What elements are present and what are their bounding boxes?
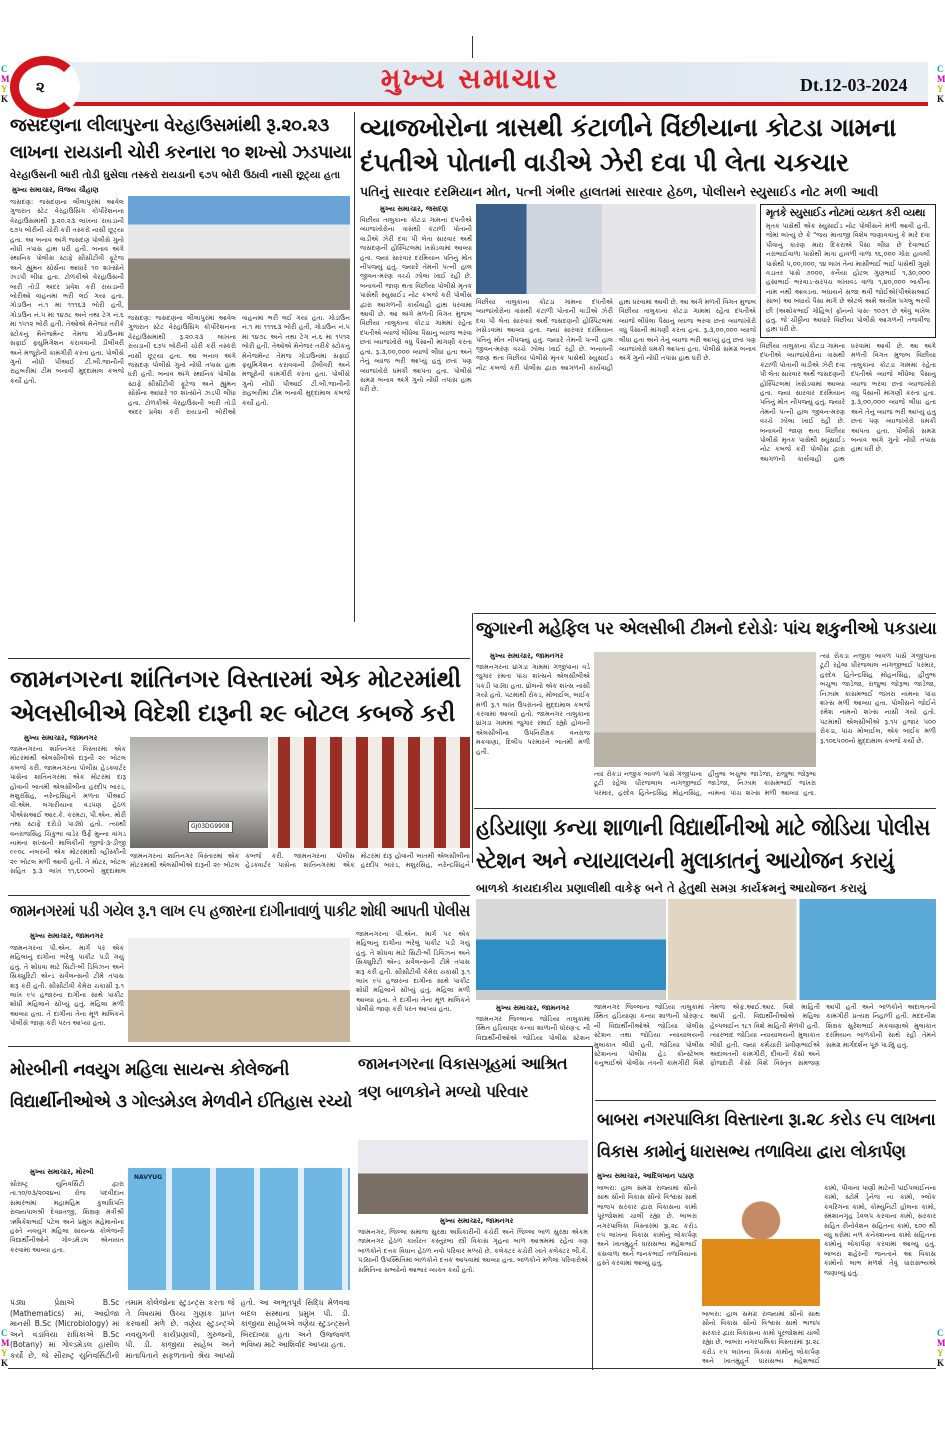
jugar-photo [594, 652, 816, 767]
suicide-note-headline: મૃતકે સ્યુસાઈડ નોટમાં વ્યકત કરી વ્યથા [766, 207, 925, 219]
hadiyana-body-col2: જામનગર જિલ્લાના જોડિયા તાલુકામાં સ્થિત હડિયાણા કન્યા શાળાની ધોરણ-૮ ની વિદ્યાર્થીનીઓએ જોડિયા પોલીસ સ્ટેશન તથા જોડિયા ન્યાયાલયની મુલાકાત લીધી હતી. જોડિયા પોલીસ સ્ટેશનના પોલીસ હેડ કોન્સ્ટેબલ કનુભાઈએ પોલીસ તંત્રની કામગીરી વિશે તેમજ એફ.આઈ.આર. વિશે માહિતી આપી હતી. વિદ્યાર્થીનીઓએ મહિલા હેલ્પલાઈન ૧૮૧ વિશે માહિતી મેળવી હતી. ત્યારબાદ જોડિયા ન્યાયાલયની મુલાકાત લીધી હતી. જ્યાં કર્મચારી પ્રવીણભાઈએ અદાલતની કામગીરી, દીવાની કેસો અને ફોજદારી કેસો વિશે વિસ્તૃત સમજણ આપી હતી અને બાળકોને અદાલતની કામગીરી પ્રત્યક્ષ નિહાળી હતી. મદદનીશ શિક્ષક સુરેશભાઈ મકવાણાએ મુલાકાત દરમિયાન બાળકોની સાથે રહી તેમને સમગ્ર માર્ગદર્શન પૂરું પાડ્યું હતું. [594, 1003, 936, 1068]
kotda-headline: વ્યાજખોરોના ત્રાસથી કંટાળીને વિંછીયાના કોટડા ગામના દંપતીએ પોતાની વાડીએ ઝેરી દવા પી લેતા ચકચાર [360, 113, 896, 177]
morbi-byline: મુખ્ય સમાચાર, મોરબી [30, 1168, 94, 1176]
liquor-body-col2: જામનગરના શાંતિનગર વિસ્તારમાં એક મોટરમાંથી એલસીબીએ દારૂની ૨૯ બોટલ કબજે કરી. જામનગરના પોલીસ હેડક્વાર્ટર પાસેના શાંતિનગરમાં એક મોટરમાં દારૂ હોવાની બાતમી એલસીબીના હરદીપ બારડ, મશુરસિંહ, નરેન્દ્રસિંહને [130, 852, 470, 870]
hadiyana-headline: હડિયાણા કન્યા શાળાની વિદ્યાર્થીનીઓ માટે જોડિયા પોલીસ સ્ટેશન અને ન્યાયાલયની મુલાકાતનું આયોજન કરાયું [476, 815, 930, 874]
liquor-body-col1: જામનગરના શાંતિનગર વિસ્તારમાં એક મોટરમાંથી એલસીબીએ દારૂની ૨૯ બોટલ કબજે કરી. જામનગરના પોલીસ હેડક્વાર્ટર પાસેના શાંતિનગરમાં એક મોટરમાં દારૂ હોવાની બાતમી એલસીબીના હરદીપ બારડ, મશુરસિંહ, નરેન્દ્રસિંહને મળતા પીઆઈ વી.એમ. લગારીયાના વડપણ હેઠળ પીએસઆઈ આર.કે. કરમટા, પી.એન. મોરી તથા સ્ટાફે દરોડો પાડ્યો હતો. ત્યાંથી વનરાજસિંહ ચિકુભા વાડેર ઉર્ફે મુન્ના વાંગડ નામના શખ્સની માલિકીની જીજે-૩-ડીજી ૯૯૦૮ નંબરની એક મોટરમાંથી વ્હીસ્કીની ૨૯ બોટલ મળી આવી હતી. તે મોટર, બોટલ સહિત રૂ.૩ લાખ ૧૧,૬૦૦નો મુદ્દામાલ [10, 745, 126, 876]
vikasgruh-photo [358, 1140, 588, 1214]
cmyk-marks-bottom-left [1, 1328, 10, 1368]
section-rule [474, 808, 936, 809]
wallet-headline: જામનગરમાં પડી ગયેલ રૂ.૧ લાખ ૯૫ હજારના દાગીનાવાળું પાકીટ શોધી આપતી પોલીસ [10, 901, 470, 920]
vikasgruh-headline: જામનગરના વિકાસગૃહમાં આશ્રિત ત્રણ બાળકોને મળ્યો પરિવાર [358, 1054, 568, 1101]
page-number: ૨ [36, 78, 45, 96]
cmyk-m: M [937, 74, 945, 84]
cmyk-marks-bottom-right [937, 1328, 945, 1368]
wallet-body-col2: જામનગરના પી.એન. માર્ગ પર એક મહિલાનું દાગીના ભરેલું પાકીટ પડી ગયું હતું. તે શોધવા માટે સિટી-બી ડિવિઝન અને સિક્યુરિટી એન્ડ સર્વેલન્સની ટીમે તપાસ શરૂ કરી હતી. સીસીટીવી કેમેરા ચકાસી રૂ.૧ લાખ ૯૫ હજારના દાગીના સાથે પાકીટ શોધી મહિલાને સોંપ્યું હતું. મહિલા મળી આવ્યા હતા. તે દાગીના તેના મૂળ માલિકને પોલીસે જાણ કરી પરત આપ્યા હતા. [356, 930, 470, 1014]
cmyk-marks-right [937, 64, 945, 104]
jasdan-photo [128, 196, 350, 310]
wallet-body-col1: જામનગરના પી.એન. માર્ગ પર એક મહિલાનું દાગીના ભરેલું પાકીટ પડી ગયું હતું. તે શોધવા માટે સિટી-બી ડિવિઝન અને સિક્યુરિટી એન્ડ સર્વેલન્સની ટીમે તપાસ શરૂ કરી હતી. સીસીટીવી કેમેરા ચકાસી રૂ.૧ લાખ ૯૫ હજારના દાગીના સાથે પાકીટ શોધી મહિલાને સોંપ્યું હતું. મહિલા મળી આવ્યા હતા. તે દાગીના તેના મૂળ માલિકને પોલીસે જાણ કરી પરત આપ્યા હતા. [10, 944, 124, 1028]
suicide-note-box [760, 204, 936, 338]
babra-body-col2: બાબરા: હાલ સમગ્ર રાજ્યમાં સૌનો સાથ સૌનો વિકાસ સૌનો વિશ્વાસ સાથે ભાજપ સરકાર દ્વારા વિકાસના કામો પૂરજોશમાં ચાલી રહ્યા છે. બાબરા નગરપાલિકા વિસ્તારમાં રૂા.૨૮ કરોડ ૯૫ લાખના વિકાસ કામોનું લોકાર્પણ અને ખાતમુહૂર્ત ધારાસભ્ય મહેશભાઈ [702, 1310, 820, 1366]
jasdan-body-col1: જસદણ: જસદણના લીલાપુરમાં આવેલ ગુજરાત સ્ટેટ વેરહાઉસિંગ કોર્પોરેશનના વેરહાઉસમાંથી રૂ.૨૦.૨૩ લાખના રાયડાની ૬૭૫ બોરીની ચોરી કરી તસ્કરો નાસી છૂટ્યા હતા. આ બનાવ અંગે જસદણ પોલીસે ગુનો નોંધી તપાસ હાથ ધરી હતી. બનાવ અંગે સ્થાનિક પોલીસ સ્ટાફે સીસીટીવી ફૂટેજ અને હ્યુમન સોર્સના આધારે ૧૦ શખ્સોને ઝડપી લીધા હતા. ટોળકીએ વેરહાઉસની બારી તોડી અંદર પ્રવેશ કરી રાયડાની બોરીઓ વાહનમાં ભરી લઈ ગયા હતા. ગોડાઉન નં.૧ માં ૧૧૧૬૩ બોરી હતી, ગોડાઉન નં.૫ માં ૧૪૭૮ અને તથા ટેગ નં.૬ માં ૧૫૧૨ બોરી હતી. તેઓએ મેનેજર તરીકે સ્ટોકનું મેનેજમેન્ટ તેમજ ગોડાઉનમાં સફાઈ ફ્યુમિગેશન કરાવવાની ડીલીવરી અને મજૂરોની કામગીરી કરતા હતા. પોલીસે ગુનો નોંધી પીઆઈ ટી.બી.જાનીની રાહબરીમાં ટીમ બનાવી મુદ્દામાલ કબજે કર્યો હતો. [10, 198, 124, 385]
column-divider [354, 112, 355, 622]
cmyk-c: C [937, 1328, 944, 1338]
hadiyana-byline: મુખ્ય સમાચાર, જામનગર [496, 1004, 570, 1012]
cmyk-k: K [1, 1358, 9, 1368]
cmyk-c: C [937, 64, 944, 74]
babra-body-col1: બાબરા: હાલ સમગ્ર રાજ્યમાં સૌનો સાથ સૌનો વિકાસ સૌનો વિશ્વાસ સાથે ભાજપ સરકાર દ્વારા વિકાસના કામો પૂરજોશમાં ચાલી રહ્યા છે. બાબરા નગરપાલિકા વિસ્તારમાં રૂા.૨૮ કરોડ ૯૫ લાખના વિકાસ કામોનું લોકાર્પણ અને ખાતમુહૂર્ત ધારાસભ્ય મહેશભાઈ કસવાળા અને જનકભાઈ તળાવિયાના હસ્તે કરવામાં આવ્યું હતું. [597, 1184, 697, 1268]
hadiyana-photo-2 [668, 899, 936, 1000]
morbi-body-col1: સૌરાષ્ટ્ર યુનિવર્સિટી દ્વારા તા.૧૦/૦૩/૨૦૨૪ના રોજ પદવીદાન સમારંભમાં મહામહિમ કુલાધિપતિ રાજ્યપાલશ્રી દેવવ્રતજી, શિક્ષણ મંત્રીશ્રી ઋષિકેશભાઈ પટેલ અને પ્રમુખ મહેમાનોના હસ્તે નવયુગ મહિલા સાયન્સ કોલેજની વિદ્યાર્થીનીઓને ગોલ્ડમેડલ એનાયત કરવામાં આવ્યા હતા. [10, 1180, 124, 1254]
suicide-note-body: મૃતક પાસેથી એક સ્યુસાઈડ નોટ પોલીસને મળી આવી હતી. જેમાં લખ્યું છે કે "જય માતાજી વિશેષ જણાવવાનું કે મારે દવા પીવાનું કારણ મારા દિકરાએ પૈસા લીધા છે દેવાભાઈ નરાભાઈવાળા પાસેથી માત્રા હાવળી વાળા ૧૬,૦૦૦ ગોરા હાવલી પાસેથી ૫,૦૦,૦૦૦, ૧૪ લાખ તેના માસીભાઈ ભાઈ પાસેથી ગુણો વડાતર પાસે ૭૦૦૦, કનૈયા હોટલ ગુણભાઈ ૧,૩૦,૦૦૦ હસાભાઈ ભરવાડ-સરપંચ લખાવડ વાળા ૧,૪૦,૦૦૦ બાકીના નામ નથી આવડતા. બધાયને સજા થવી જોઈએ(પીએસઆઈ સાબ) આ બધાયે પૈસા માગે છે એટલે અમે અંતીમ પગલુ ભરવી છી (અશોકભાઈ ગોહિલ) ફોનનો પાસ- ૧૦૭૧ છે એવુ લખેલ હતુ. જે ચીઠ્ઠીના આધારે વિંછીયા પોલીસે આગળની તજવીજ હાથ ધરી છે. [766, 222, 930, 334]
issue-date: Dt.12-03-2024 [800, 75, 908, 95]
jugar-headline: જુગારની મહેફિલ પર એલસીબી ટીમનો દરોડોઃ પાંચ શકુનીઓ પકડાયા [476, 619, 937, 639]
liquor-headline: જામનગરના શાંતિનગર વિસ્તારમાં એક મોટરમાંથી એલસીબીએ વિદેશી દારૂની ૨૯ બોટલ કબજે કરી [10, 665, 461, 727]
section-rule [8, 658, 470, 659]
logo-ring-icon [10, 56, 80, 118]
jasdan-byline: મુખ્ય સમાચાર, વિજય ચૌહાણ [12, 186, 99, 194]
cmyk-k: K [937, 94, 945, 104]
cmyk-m: M [1, 1338, 10, 1348]
section-rule [8, 1046, 593, 1047]
hadiyana-subhead: બાળકો કાયદાકીય પ્રણાલીથી વાકેફ બને તે હેતુથી સમગ્ર કાર્યક્રમનું આયોજન કરાયું [476, 881, 867, 895]
hadiyana-body-col1: જામનગર જિલ્લાના જોડિયા તાલુકામાં સ્થિત હડિયાણા કન્યા શાળાની ધોરણ-૮ ની વિદ્યાર્થીનીઓએ જોડિયા પોલીસ સ્ટેશન [476, 1015, 590, 1042]
register-mark [472, 36, 473, 58]
cmyk-marks-left [1, 64, 10, 104]
vikasgruh-byline: મુખ્ય સમાચાર, જામનગર [440, 1217, 514, 1225]
cmyk-c: C [1, 64, 8, 74]
cmyk-m: M [1, 74, 10, 84]
kotda-body-col1: વિંછીયા તાલુકાના કોટડા ગામના દંપતીએ વ્યાજખોરોના ત્રાસથી કંટાળી પોતાની વાડીએ ઝેરી દવા પી લેતા સારવાર અર્થે જસદણની હોસ્પિટલમાં ખસેડવામાં આવ્યા હતા. જ્યાં સારવાર દરમિયાન પતિનું મોત નીપજ્યું હતું. જ્યારે તેમની પત્ની હાલ જીવન-મરણ વચ્ચે ઝોલા ખાઈ રહી છે. બનાવની જાણ થતા વિંછીયા પોલીસે મૃતક પાસેથી સ્યુસાઈડ નોટ કબજે કરી પોલીસ દ્વારા આગળની કાર્યવાહી હાથ ધરવામાં આવી છે. આ અંગે મળતી વિગત મુજબ વિંછીયા તાલુકાના કોટડા ગામમાં રહેતા દંપતીએ વ્યાજે લીધેલા પૈસાનું વ્યાજ ભરવા છતાં વ્યાજખોરો વધુ પૈસાની માંગણી કરતા હતા. રૂ.૩,૦૦,૦૦૦ વ્યાજે લીધા હતા અને તેનું વ્યાજ ભરી આપ્યું હતું છતાં પણ વ્યાજખોરો ધમકી આપતા હતા. પોલીસે સમગ્ર બનાવ અંગે ગુનો નોંધી તપાસ હાથ ધરી છે. [360, 216, 472, 394]
kotda-byline: મુખ્ય સમાચાર, જસદણ [380, 205, 449, 213]
jugar-body: જામનગરના ધ્રાંગડા ગામમાં ગંજીપાના વડે જુગાર રમતા પાંચ શખ્સને એલસીબીએ પકડી પાડ્યા હતા. ધ્રોલનો એક શખ્સ નાસી ગયો હતો. પટમાંથી રોકડ, મોબાઈલ, બાઈક મળી રૂ.૧ લાખ ઉપરાંતનો મુદ્દામાલ કબજે કરવામાં આવ્યો હતો. જામનગર તાલુકાના ધ્રાંગડા ગામમાં જુગાર રમાઈ રહ્યો હોવાની એલસીબીના ઉપનિરીક્ષક વનરાજ મકવાણા, દિલીપ પરમારને બાતમી મળી હતી. [476, 663, 590, 756]
cmyk-k: K [937, 1358, 945, 1368]
hadiyana-photo-1 [476, 899, 666, 1000]
jasdan-headline: જસદણના લીલાપુરના વેરહાઉસમાંથી રૂ.૨૦.૨૩ લાખના રાયડાની ચોરી કરનારા ૧૦ શખ્સો ઝડપાયા [10, 115, 352, 163]
column-divider [472, 613, 473, 863]
cmyk-m: M [937, 1338, 945, 1348]
liquor-bottles-photo [270, 737, 470, 848]
jugar-body-col3: ત્યાં રોકડા નજીક બાવળ પાસે ગંજીપાના ટૂટી રહેલા ધીરજલાલ નાગજીભાઈ પરમાર, હરદેવ હિતેન્દ્રસિંહ મોહનસિંહ, હીતુભા બચુભા જાડેજા, રાજુભા જોરૂભા જાડેજા, નિઝામ કાસમભાઈ જખરા નામના પાંચ શખ્સ મળી આવ્યા હતા. પોલીસને જોઈને રમેશ નામનો શખ્સ નાસી ગયો હતો. પટમાંથી એલસીબીએ રૂ.૧૫ હજાર ૫૦૦ રોકડા, પાંચ મોબાઈલ, એક બાઈક મળી રૂ.૧૦૬૫૦૦નો મુદ્દામાલ કબજે કર્યો છે. [820, 652, 936, 745]
section-rule [595, 1100, 936, 1101]
morbi-headline: મોરબીની નવયુગ મહિલા સાયન્સ કોલેજની વિદ્યાર્થીનીઓએ ૩ ગોલ્ડમેડલ મેળવીને ઈતિહાસ રચ્યો [10, 1060, 352, 1112]
cmyk-y: Y [1, 1348, 8, 1358]
jasdan-subhead: વેરહાઉસની બારી તોડી ઘુસેલા તસ્કરો રાયડાની ૬૭૫ બોરી ઉઠાવી નાસી છૂટ્યા હતા [10, 170, 341, 181]
babra-body-col3: કામો, પીવાના પાણી માટેની પાઈપલાઈનના કામો, સ્ટોર્મ ડ્રેનેજ ના કામો, બ્લોક કવરિંગના કામો, કોમ્યુનિટી હોલના કામો, સ્મશાનગૃહ ડેવલપ કરવાના કામો, સરકાર સહિત રીનોવેશન સહિતના કામો, ૬૦૦ થી વધુ ઘરોમાં નળ કનેક્શનના કામો સહિતના કામોનું લોકાર્પણ કરવામાં આવ્યું હતું. બાબરા શહેરની જનતાને આ વિકાસ કામોનો લાભ મળશે તેવું ધારાસભ્યએ જણાવ્યું હતું. [824, 1184, 936, 1277]
column-divider [592, 1046, 593, 1370]
page-bottom-rule [8, 1368, 936, 1369]
babra-byline: મુખ્ય સમાચાર, આદિલખાન પઠાણ [597, 1172, 694, 1180]
section-title: મુખ્ય સમાચાર [380, 62, 560, 95]
babra-headline: બાબરા નગરપાલિકા વિસ્તારના રૂા.૨૮ કરોડ ૯૫ લાખના વિકાસ કામોનું ધારાસભ્ય તળાવિયા દ્વારા લોકાર્પણ [597, 1110, 936, 1162]
morbi-banner-text: NAVYUG [134, 1174, 163, 1181]
kotda-body-col2: વિંછીયા તાલુકાના કોટડા ગામના દંપતીએ વ્યાજખોરોના ત્રાસથી કંટાળી પોતાની વાડીએ ઝેરી દવા પી લેતા સારવાર અર્થે જસદણની હોસ્પિટલમાં ખસેડવામાં આવ્યા હતા. જ્યાં સારવાર દરમિયાન પતિનું મોત નીપજ્યું હતું. જ્યારે તેમની પત્ની હાલ જીવન-મરણ વચ્ચે ઝોલા ખાઈ રહી છે. બનાવની જાણ થતા વિંછીયા પોલીસે મૃતક પાસેથી સ્યુસાઈડ નોટ કબજે કરી પોલીસ દ્વારા આગળની કાર્યવાહી હાથ ધરવામાં આવી છે. આ અંગે મળતી વિગત મુજબ વિંછીયા તાલુકાના કોટડા ગામમાં રહેતા દંપતીએ વ્યાજે લીધેલા પૈસાનું વ્યાજ ભરવા છતાં વ્યાજખોરો વધુ પૈસાની માંગણી કરતા હતા. રૂ.૩,૦૦,૦૦૦ વ્યાજે લીધા હતા અને તેનું વ્યાજ ભરી આપ્યું હતું છતાં પણ વ્યાજખોરો ધમકી આપતા હતા. પોલીસે સમગ્ર બનાવ અંગે ગુનો નોંધી તપાસ હાથ ધરી છે. [476, 298, 756, 372]
babra-mla-photo [702, 1184, 820, 1306]
jugar-caption: ત્યાં રોકડા નજીક બાવળ પાસે ગંજીપાના ટૂટી રહેલા ધીરજલાલ નાગજીભાઈ પરમાર, હરદેવ હિતેન્દ્રસિંહ મોહનસિંહ, હીતુભા બચુભા જાડેજા, રાજુભા જોરૂભા જાડેજા, નિઝામ કાસમભાઈ જખરા નામના પાંચ શખ્સ મળી આવ્યા હતા. [594, 770, 816, 797]
jasdan-body-col2: જસદણ: જસદણના લીલાપુરમાં આવેલ ગુજરાત સ્ટેટ વેરહાઉસિંગ કોર્પોરેશનના વેરહાઉસમાંથી રૂ.૨૦.૨૩ લાખના રાયડાની ૬૭૫ બોરીની ચોરી કરી તસ્કરો નાસી છૂટ્યા હતા. આ બનાવ અંગે જસદણ પોલીસે ગુનો નોંધી તપાસ હાથ ધરી હતી. બનાવ અંગે સ્થાનિક પોલીસ સ્ટાફે સીસીટીવી ફૂટેજ અને હ્યુમન સોર્સના આધારે ૧૦ શખ્સોને ઝડપી લીધા હતા. ટોળકીએ વેરહાઉસની બારી તોડી અંદર પ્રવેશ કરી રાયડાની બોરીઓ વાહનમાં ભરી લઈ ગયા હતા. ગોડાઉન નં.૧ માં ૧૧૧૬૩ બોરી હતી, ગોડાઉન નં.૫ માં ૧૪૭૮ અને તથા ટેગ નં.૬ માં ૧૫૧૨ બોરી હતી. તેઓએ મેનેજર તરીકે સ્ટોકનું મેનેજમેન્ટ તેમજ ગોડાઉનમાં સફાઈ ફ્યુમિગેશન કરાવવાની ડીલીવરી અને મજૂરોની કામગીરી કરતા હતા. પોલીસે ગુનો નોંધી પીઆઈ ટી.બી.જાનીની રાહબરીમાં ટીમ બનાવી મુદ્દામાલ કબજે કર્યો હતો. [128, 314, 350, 417]
kotda-photo [476, 204, 756, 294]
jugar-byline: મુખ્ય સમાચાર, જામનગર [490, 652, 564, 660]
vikasgruh-body: જામનગર, જિલ્લા સમાજ સુરક્ષા અધિકારીની કચેરી અને જિલ્લા બાળ સુરક્ષા એકમ જામનગર હેઠળ કાર્યરત કસ્તુરબા સ્ત્રી વિકાસ ગૃહના બાળ આશ્રમમાં રહેતા ત્રણ બાળકોને દત્તક વિધાન હેઠળ નવો પરિવાર મળ્યો છે. કલેક્ટર કચેરી ખાતે કલેક્ટર બી.કે. પંડ્યાની ઉપસ્થિતિમાં બાળકોને દત્તક આપવામાં આવ્યા હતા. બાળકોને મળેલા પરિવારોએ સમિતિના સભ્યોનો આભાર વ્યક્ત કર્યો હતો. [358, 1228, 588, 1274]
morbi-photo [128, 1168, 350, 1290]
cmyk-y: Y [937, 84, 944, 94]
morbi-body-col2: પંડ્યા પ્રેક્ષાએ B.Sc (Mathematics) માં, આદ્રોજા માનસી B.Sc (Microbiology) માં અને વડાવિયા રાધિકાએ B.Sc (Botany) માં ગોલ્ડમેડલ હાંસીલ કર્યો છે, જે સૌરાષ્ટ્ર યુનિવર્સિટીની તમામ કોલેજોના સ્ટુડન્ટ્સ કરતા જે તે વિષયમાં ઉચ્ચ ગુણાંક પ્રાપ્ત કરવાથી મળે છે. ત્રણેય સ્ટુડન્ટ્એ નવયુગની કાર્યપ્રણાલી, ગુરુજનો, પી. ડી. કાંજીયા સાહેબ અને માતાપિતાને સફળતાનો શ્રેય આપ્યો હતો. આ અભૂતપૂર્વ સિદ્ધિ મેળવવા બદલ સંસ્થાના પ્રમુખ પી. ડી. કાંજીયા સાહેબએ ત્રણેય સ્ટુડન્ટ્સને બિરદાવ્યા હતા અને ઉજ્જવળ ભવિષ્ય માટે આશિર્વાદ આપ્યા હતા. [10, 1298, 350, 1360]
kotda-body-col3: વિંછીયા તાલુકાના કોટડા ગામના દંપતીએ વ્યાજખોરોના ત્રાસથી કંટાળી પોતાની વાડીએ ઝેરી દવા પી લેતા સારવાર અર્થે જસદણની હોસ્પિટલમાં ખસેડવામાં આવ્યા હતા. જ્યાં સારવાર દરમિયાન પતિનું મોત નીપજ્યું હતું. જ્યારે તેમની પત્ની હાલ જીવન-મરણ વચ્ચે ઝોલા ખાઈ રહી છે. બનાવની જાણ થતા વિંછીયા પોલીસે મૃતક પાસેથી સ્યુસાઈડ નોટ કબજે કરી પોલીસ દ્વારા આગળની કાર્યવાહી હાથ ધરવામાં આવી છે. આ અંગે મળતી વિગત મુજબ વિંછીયા તાલુકાના કોટડા ગામમાં રહેતા દંપતીએ વ્યાજે લીધેલા પૈસાનું વ્યાજ ભરવા છતાં વ્યાજખોરો વધુ પૈસાની માંગણી કરતા હતા. રૂ.૩,૦૦,૦૦૦ વ્યાજે લીધા હતા અને તેનું વ્યાજ ભરી આપ્યું હતું છતાં પણ વ્યાજખોરો ધમકી આપતા હતા. પોલીસે સમગ્ર બનાવ અંગે ગુનો નોંધી તપાસ હાથ ધરી છે. [760, 342, 936, 463]
wallet-byline: મુખ્ય સમાચાર, જામનગર [30, 932, 104, 940]
car-photo [130, 737, 268, 848]
cmyk-c: C [1, 1328, 8, 1338]
cmyk-y: Y [937, 1348, 944, 1358]
cmyk-k: K [1, 94, 9, 104]
kotda-subhead: પતિનું સારવાર દરમિયાન મોત, પત્ની ગંભીર હાલતમાં સારવાર હેઠળ, પોલીસને સ્યુસાઈડ નોટ મળી આવી [360, 184, 879, 199]
liquor-byline: મુખ્ય સમાચાર, જામનગર [24, 734, 98, 742]
section-rule [474, 613, 936, 614]
car-number-plate: GJ03DG9908 [188, 821, 233, 833]
wallet-photo [128, 938, 350, 1042]
cmyk-y: Y [1, 84, 8, 94]
section-rule [8, 895, 470, 896]
